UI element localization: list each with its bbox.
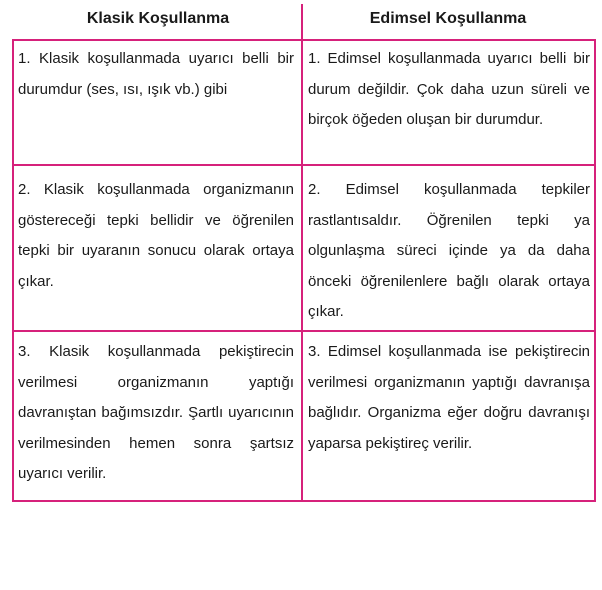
cell-edimsel-2: 2. Edimsel koşullanmada tepkiler rastlantısaldır. Öğrenilen tepki ya olgunlaşma süreci içinde ya da daha önceki öğrenilenlere bağlı olarak ortaya çıkar. [308, 181, 590, 320]
cell-klasik-1: 1. Klasik koşullanmada uyarıcı belli bir durumdur (ses, ısı, ışık vb.) gibi [18, 50, 294, 98]
header-edimsel: Edimsel Koşullanma [369, 10, 527, 27]
table-border-left [12, 40, 14, 502]
cell-edimsel-1: 1. Edimsel koşullanmada uyarıcı belli bir durum değildir. Çok daha uzun süreli ve birçok öğeden oluşan bir durumdur. [308, 50, 590, 128]
row-divider-2 [12, 330, 596, 332]
table-border-bottom [12, 500, 596, 502]
row-divider-1 [12, 164, 596, 166]
header-klasik: Klasik Koşullanma [86, 10, 230, 27]
cell-edimsel-3: 3. Edimsel koşullanmada ise pekiştirecin verilmesi organizmanın yaptığı davranışa bağlıdır. Organizma eğer doğru davranışı yaparsa pekiştireç verilir. [308, 343, 590, 452]
cell-klasik-2: 2. Klasik koşullanmada organizmanın göstereceği tepki bellidir ve öğrenilen tepki bir uyaranın sonucu olarak ortaya çıkar. [18, 181, 294, 290]
table-border-top [12, 39, 596, 41]
cell-klasik-3: 3. Klasik koşullanmada pekiştirecin verilmesi organizmanın yaptığı davranıştan bağımsızdır. Şartlı uyarıcının verilmesinden hemen sonra şartsız uyarıcı verilir. [18, 343, 294, 482]
table-divider-center [301, 4, 303, 502]
table-border-right [594, 40, 596, 502]
